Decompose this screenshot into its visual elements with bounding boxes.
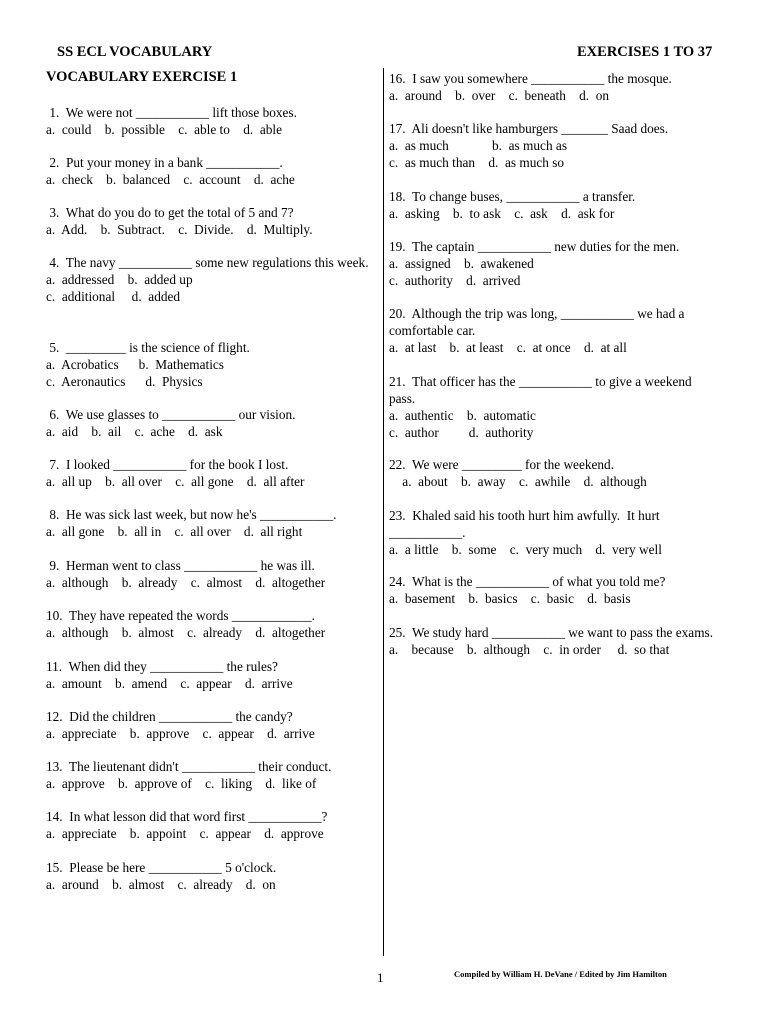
answer-options: a. as much b. as much as — [389, 138, 567, 153]
question-item — [389, 456, 719, 490]
question-text: 8. He was sick last week, but now he's ___________. — [46, 507, 337, 522]
answer-options: a. although b. almost c. already d. altogether — [46, 625, 326, 640]
answer-options: c. additional d. added — [46, 289, 181, 304]
question-text: 2. Put your money in a bank ___________. — [46, 155, 283, 170]
answer-options: a. approve b. approve of c. liking d. like of — [46, 776, 317, 791]
question-item — [389, 70, 719, 104]
question-text: 14. In what lesson did that word first ___________? — [46, 809, 328, 824]
question-item — [46, 758, 376, 792]
answer-options: a. because b. although c. in order d. so that — [389, 642, 670, 657]
question-text: 18. To change buses, ___________ a transfer. — [389, 189, 636, 204]
question-item — [389, 507, 719, 558]
question-text: 11. When did they ___________ the rules? — [46, 659, 278, 674]
answer-options: c. as much than d. as much so — [389, 155, 565, 170]
question-text: 3. What do you do to get the total of 5 and 7? — [46, 205, 294, 220]
answer-options: a. check b. balanced c. account d. ache — [46, 172, 295, 187]
question-item — [389, 188, 719, 222]
answer-options: a. all up b. all over c. all gone d. all after — [46, 474, 305, 489]
question-text: 9. Herman went to class ___________ he was ill. — [46, 558, 315, 573]
question-item — [46, 406, 376, 440]
answer-options: a. about b. away c. awhile d. although — [389, 474, 647, 489]
answer-options: a. at last b. at least c. at once d. at all — [389, 340, 627, 355]
question-item — [389, 624, 719, 658]
answer-options: a. Add. b. Subtract. c. Divide. d. Multiply. — [46, 222, 313, 237]
answer-options: a. asking b. to ask c. ask d. ask for — [389, 206, 615, 221]
answer-options: a. around b. almost c. already d. on — [46, 877, 276, 892]
question-text: 5. _________ is the science of flight. — [46, 340, 250, 355]
answer-options: c. authority d. arrived — [389, 273, 521, 288]
page-number: 1 — [377, 970, 384, 985]
question-item — [389, 573, 719, 607]
question-item — [46, 456, 376, 490]
answer-options: a. appreciate b. approve c. appear d. arrive — [46, 726, 315, 741]
question-item — [46, 204, 376, 238]
question-text: 1. We were not ___________ lift those boxes. — [46, 105, 297, 120]
question-text: 24. What is the ___________ of what you told me? — [389, 574, 666, 589]
answer-options: a. although b. already c. almost d. altogether — [46, 575, 326, 590]
question-item — [389, 373, 719, 441]
footer-credit: Compiled by William H. DeVane / Edited by Jim Hamilton — [454, 969, 667, 979]
answer-options: a. aid b. ail c. ache d. ask — [46, 424, 223, 439]
question-item — [46, 506, 376, 540]
question-text: 21. That officer has the ___________ to give a weekend pass. — [389, 374, 696, 406]
question-item — [46, 808, 376, 842]
question-item — [389, 238, 719, 289]
question-item — [46, 104, 376, 138]
exercise-title: VOCABULARY EXERCISE 1 — [46, 69, 238, 85]
column-divider — [383, 68, 384, 956]
question-text: 22. We were _________ for the weekend. — [389, 457, 615, 472]
question-text: 10. They have repeated the words ____________. — [46, 608, 315, 623]
answer-options: c. Aeronautics d. Physics — [46, 374, 203, 389]
question-text: 7. I looked ___________ for the book I lost. — [46, 457, 289, 472]
answer-options: a. appreciate b. appoint c. appear d. approve — [46, 826, 324, 841]
question-text: 23. Khaled said his tooth hurt him awfully. It hurt ___________. — [389, 508, 663, 540]
question-text: 17. Ali doesn't like hamburgers _______ Saad does. — [389, 121, 669, 136]
question-text: 16. I saw you somewhere ___________ the mosque. — [389, 71, 672, 86]
answer-options: a. around b. over c. beneath d. on — [389, 88, 610, 103]
answer-options: a. a little b. some c. very much d. very well — [389, 542, 662, 557]
question-item — [46, 154, 376, 188]
question-item — [46, 859, 376, 893]
question-item — [46, 254, 376, 305]
question-item — [46, 658, 376, 692]
question-text: 6. We use glasses to ___________ our vision. — [46, 407, 296, 422]
answer-options: a. all gone b. all in c. all over d. all right — [46, 524, 303, 539]
answer-options: a. could b. possible c. able to d. able — [46, 122, 282, 137]
question-text: 4. The navy ___________ some new regulations this week. — [46, 255, 369, 270]
answer-options: a. basement b. basics c. basic d. basis — [389, 591, 631, 606]
question-text: 12. Did the children ___________ the candy? — [46, 709, 293, 724]
question-text: 19. The captain ___________ new duties for the men. — [389, 239, 680, 254]
answer-options: a. assigned b. awakened — [389, 256, 534, 271]
header-right-title: EXERCISES 1 TO 37 — [577, 44, 713, 60]
answer-options: a. Acrobatics b. Mathematics — [46, 357, 224, 372]
question-item — [389, 120, 719, 171]
question-text: 25. We study hard ___________ we want to pass the exams. — [389, 625, 714, 640]
question-item — [46, 557, 376, 591]
answer-options: a. addressed b. added up — [46, 272, 193, 287]
question-item — [46, 339, 376, 390]
question-text: 20. Although the trip was long, ___________ we had a comfortable car. — [389, 306, 688, 338]
question-text: 15. Please be here ___________ 5 o'clock. — [46, 860, 277, 875]
answer-options: a. authentic b. automatic — [389, 408, 536, 423]
answer-options: c. author d. authority — [389, 425, 534, 440]
question-item — [46, 607, 376, 641]
header-left-title: SS ECL VOCABULARY — [57, 44, 213, 60]
answer-options: a. amount b. amend c. appear d. arrive — [46, 676, 293, 691]
question-item — [389, 305, 719, 356]
question-item — [46, 708, 376, 742]
question-text: 13. The lieutenant didn't ___________ their conduct. — [46, 759, 332, 774]
